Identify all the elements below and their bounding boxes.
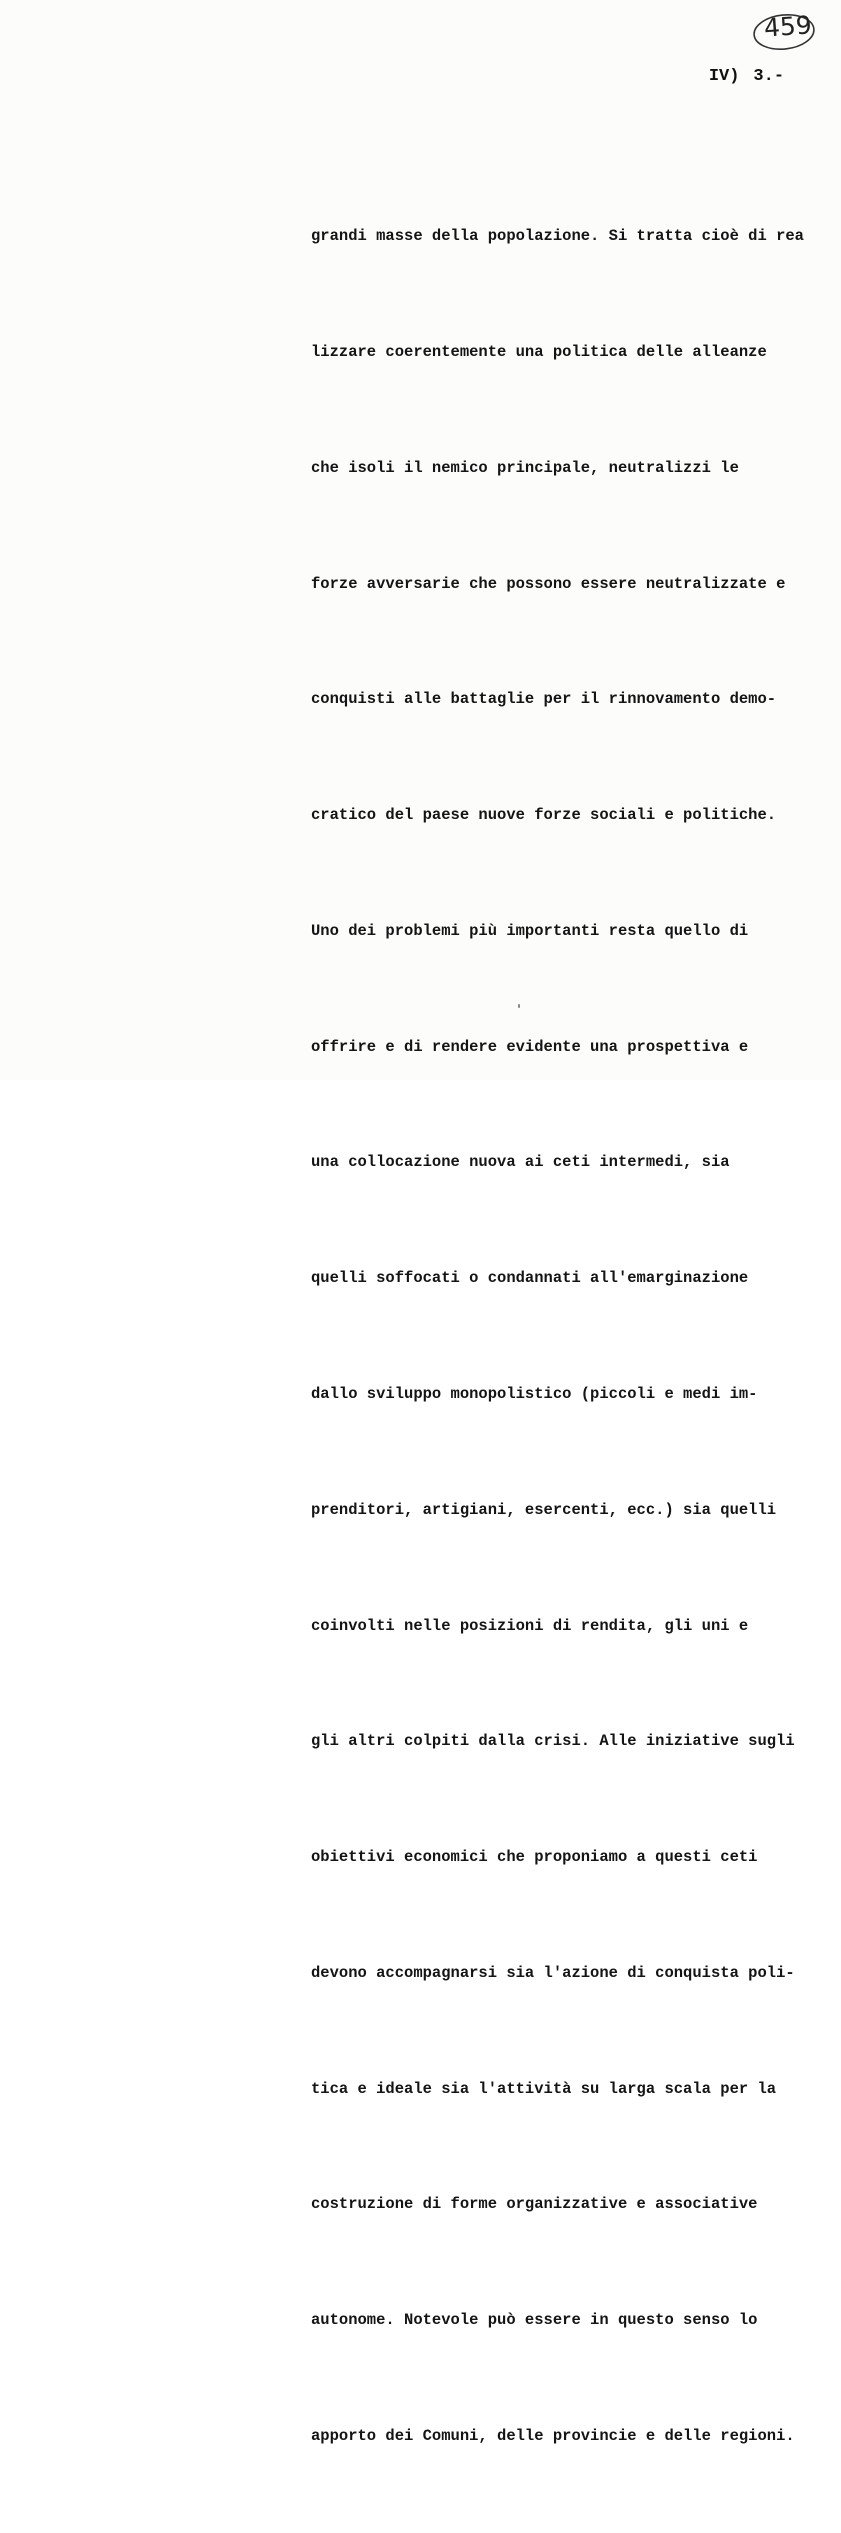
text-line: forze avversarie che possono essere neutralizzate e [311, 574, 786, 593]
text-line: una collocazione nuova ai ceti intermedi, sia [311, 1153, 730, 1172]
text-line: coinvolti nelle posizioni di rendita, gli uni e [311, 1616, 749, 1635]
text-line: conquisti alle battaglie per il rinnovamento demo- [311, 690, 777, 709]
text-line: dallo sviluppo monopolistico (piccoli e medi im- [311, 1385, 758, 1403]
text-line: offrire e di rendere evidente una prospettiva e [311, 1037, 749, 1056]
page-number: 3.- [753, 67, 785, 86]
text-line: tica e ideale sia l'attività su larga scala per la [311, 2079, 777, 2098]
typewritten-paragraph [311, 140, 836, 2533]
text-line: Uno dei problemi più importanti resta quello di [311, 921, 749, 940]
text-line: quelli soffocati o condannati all'emarginazione [311, 1269, 749, 1288]
text-line: lizzare coerentemente una politica delle alleanze [311, 342, 767, 361]
text-line: gli altri colpiti dalla crisi. Alle iniziative sugli [311, 1732, 795, 1751]
section-marker: IV) [708, 67, 740, 86]
text-line: che isoli il nemico principale, neutralizzi le [311, 458, 739, 477]
text-line: costruzione di forme organizzative e associative [311, 2195, 758, 2214]
text-line: autonome. Notevole può essere in questo senso lo [311, 2311, 758, 2330]
text-line: obiettivi economici che proponiamo a questi ceti [311, 1848, 758, 1867]
stray-ink-mark [518, 1004, 520, 1008]
text-line: devono accompagnarsi sia l'azione di conquista poli- [311, 1963, 795, 1982]
text-line: cratico del paese nuove forze sociali e politiche. [311, 806, 777, 825]
text-line: apporto dei Comuni, delle provincie e delle regioni. [311, 2427, 795, 2446]
archive-number: 459 [763, 10, 813, 43]
text-line: grandi masse della popolazione. Si tratta cioè di rea [311, 227, 804, 246]
text-line: prenditori, artigiani, esercenti, ecc.) sia quelli [311, 1500, 777, 1519]
page-marker [668, 48, 784, 105]
